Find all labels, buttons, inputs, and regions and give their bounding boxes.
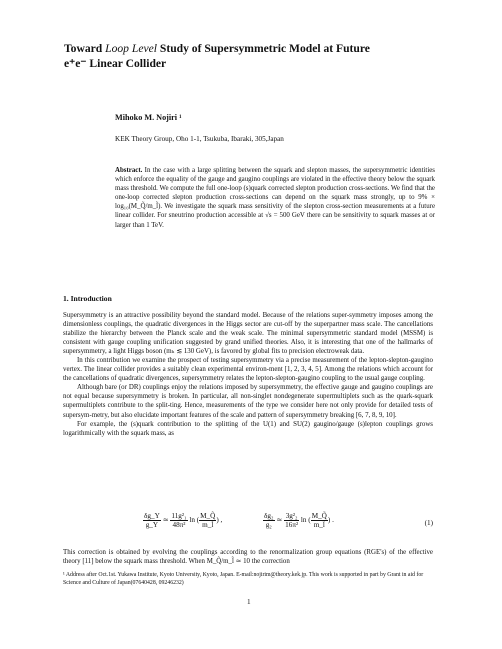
title-part-1: Toward [64,42,106,55]
rhs-coef-num: 3g²₂ [285,512,298,520]
log-den-2: m_l̃ [313,521,325,529]
equation-rhs: $\frac{\text{δg₂}}{\text{g₂}}$ ≃ $\frac{\text{3g²₂}}{\text{16π²}}$ ln ( $\frac{M\_Q̃}{m\_l̃}$ ) . [264,512,334,529]
author-name: Mihoko M. Nojiri ¹ [115,113,182,122]
title-part-2: Study of Supersymmetric Model at Future [156,42,370,55]
paragraph: Supersymmetry is an attractive possibility beyond the standard model. Because of the relations super-symmetry imposes among the dimensionless couplings, the quadratic divergences in the Higgs sector are cut-off by the superpartner mass scale. The cancellations stabilize the hierarchy between the Planck scale and the weak scale. The minimal supersymmetric standard model (MSSM) is consistent with gauge coupling unification suggested by grand unified theories. Also, it is interesting that one of the hallmarks of supersymmetry, a light Higgs boson (mₕ ≲ 130 GeV), is favored by global fits to precision electroweak data. [63,312,433,356]
page-number: 1 [247,598,251,606]
rhs-den: g₂ [265,521,272,529]
equation-1 [63,510,433,542]
paragraph-after-equation: This correction is obtained by evolving the couplings according to the renormalization group equations (RGE's) of the effective theory [11] below the squark mass threshold. When M_Q̃/m_l̃ ≃ 10 the correction [63,549,433,566]
abstract-label: Abstract. [115,167,143,174]
paragraph: In this contribution we examine the prospect of testing supersymmetry via a precise measurement of the lepton-slepton-gaugino vertex. The linear collider provides a suitably clean experimental environ-ment [1, 2, 3, 4, 5]. Among the relations which account for the cancellations of quadratic divergences, supersymmetry relates the lepton-slepton-gaugino coupling to the usual gauge coupling. [63,357,433,383]
rhs-num: δg₂ [264,512,274,520]
introduction-body [63,311,433,438]
paragraph: For example, the (s)quark contribution to the splitting of the U(1) and SU(2) gaugino/gauge (s)lepton couplings grows logarithmically with the squark mass, as [63,420,433,437]
equation-number: (1) [424,519,433,527]
paper-title [64,41,454,71]
lhs-coef-den: 48π² [172,521,186,529]
author-affiliation: KEK Theory Group, Oho 1-1, Tsukuba, Ibaraki, 305,Japan [115,135,284,143]
footnote: ¹ Address after Oct.1st. Yukawa Institute, Kyoto University, Kyoto, Japan. E-mail:nojirim@theory.kek.jp. This work is supported in part by Grant in aid for Science and Culture of Japan(07640428, 09246232) [63,572,424,586]
log-num: M_Q̃ [200,512,216,520]
title-line-2: e⁺e⁻ Linear Collider [64,57,167,70]
title-italic-part: Loop Level [105,42,157,55]
section-heading: 1. Introduction [63,294,112,303]
lhs-den: g_Y [145,521,159,529]
log-num-2: M_Q̃ [311,512,327,520]
rhs-coef-den: 16π² [285,521,299,529]
equation-lhs: $\frac{\delta g\_Y}{g\_Y}$ ≃ $\frac{\text{11g²₁}}{\text{48π²}}$ ln ( $\frac{M\_Q̃}{m\_l̃}$ ) , [144,512,223,529]
log-den: m_l̃ [202,521,214,529]
abstract-text: In the case with a large splitting between the squark and slepton masses, the supersymmetric identities which enforce the equality of the gauge and gaugino couplings are violated in the effective theory below the squark mass threshold. We compute the full one-loop (s)quark corrected slepton production cross-sections. We find that the one-loop corrected slepton production cross-sections can depend on the squark mass strongly, up to 9% × log₁₀(M_Q̃/m_l̃). We investigate the squark mass sensitivity of the slepton cross-section measurements at a future linear collider. For sneutrino production accessible at √s = 500 GeV there can be sensitivity to squark masses at or larger than 1 TeV. [115,167,435,229]
abstract [115,166,435,230]
lhs-coef-num: 11g²₁ [171,512,187,520]
lhs-num: δg_Y [144,512,160,520]
paragraph: Although bare (or DR) couplings enjoy the relations imposed by supersymmetry, the effective gauge and gaugino couplings are not equal because supersymmetry is broken. In particular, all non-singlet nondegenerate supermultiplets such as the quark-squark supermultiplets contribute to the split-ting. Hence, measurements of the type we consider here not only provide for detailed tests of supersym-metry, but also elucidate important features of the scale and pattern of supersymmetry breaking [6, 7, 8, 9, 10]. [63,384,433,419]
